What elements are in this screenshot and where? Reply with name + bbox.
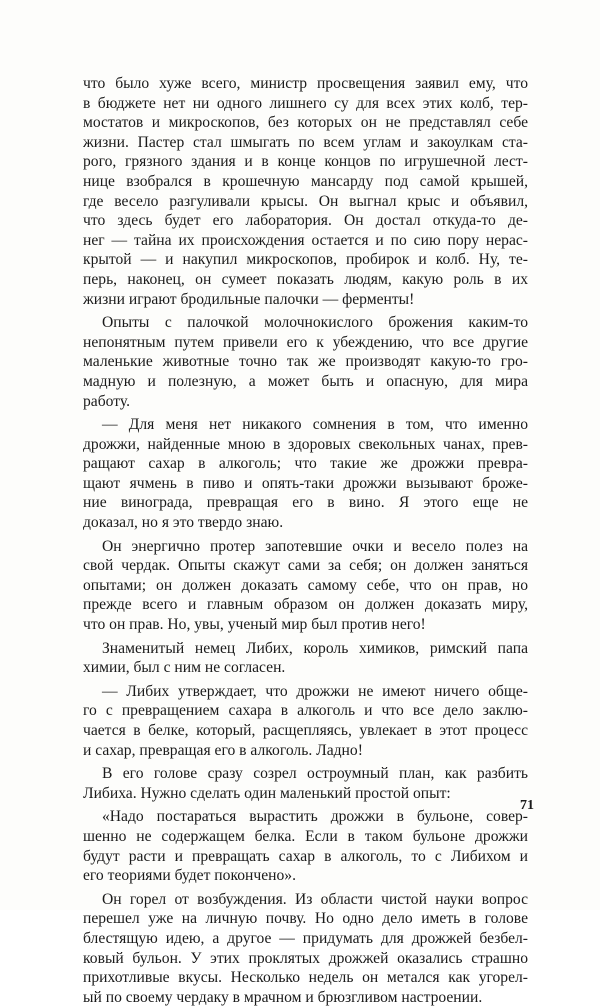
text-line: нег — тайна их происхождения остается и по сию пору нерас- — [83, 231, 528, 249]
paragraph — [83, 682, 528, 760]
text-line: крытой — и накупил микроскопов, пробирок и колб. Ну, те- — [83, 251, 528, 269]
text-line: Знаменитый немец Либих, король химиков, римский папа — [102, 639, 528, 657]
text-line: непонятным путем привели его к убеждению, что все другие — [83, 333, 528, 351]
paragraph — [83, 313, 528, 411]
text-line: прежде всего и главным образом он должен доказать миру, — [83, 596, 528, 614]
text-line: мостатов и микроскопов, без которых он не представлял себе — [83, 114, 528, 132]
text-line: маленькие животные точно так же производят какую-то гро- — [83, 353, 528, 371]
text-line: где весело разгуливали крысы. Он выгнал крыс и объявил, — [83, 192, 528, 210]
text-line: блестящую идею, а другое — придумать для дрожжей безбел- — [83, 929, 528, 947]
text-line: работу. — [83, 392, 130, 410]
paragraph — [83, 807, 528, 885]
text-line: перь, наконец, он сумеет показать людям, какую роль в их — [83, 270, 528, 288]
text-line: ние винограда, превращая его в вино. Я этого еще не — [83, 494, 528, 512]
text-line: «Надо постараться вырастить дрожжи в бульоне, совер- — [102, 808, 528, 826]
paragraph — [83, 74, 528, 309]
text-line: В его голове сразу созрел остроумный план, как разбить — [102, 765, 528, 783]
text-line: чается в белке, который, расщепляясь, увлекает в этот процесс — [83, 722, 528, 739]
paragraph — [83, 639, 528, 678]
text-line: Он горел от возбуждения. Из области чистой науки вопрос — [102, 890, 528, 908]
text-line: шенно не содержащем белка. Если в таком бульоне дрожжи — [83, 827, 528, 845]
text-line: ращают сахар в алкоголь; что такие же дрожжи превра- — [83, 455, 528, 473]
paragraph — [83, 537, 528, 635]
text-line: — Либих утверждает, что дрожжи не имеют ничего обще- — [102, 682, 528, 700]
text-line: химии, был с ним не согласен. — [83, 659, 286, 677]
text-line: — Для меня нет никакого сомнения в том, что именно — [102, 416, 528, 434]
text-line: ый по своему чердаку в мрачном и брюзгливом настроении. — [83, 988, 483, 1006]
text-line: нице взобрался в крошечную мансарду под самой крышей, — [83, 172, 528, 190]
text-line: жизни играют бродильные палочки — ферменты! — [83, 290, 415, 308]
text-line: рого, грязного здания и в конце концов по игрушечной лест- — [83, 153, 528, 171]
text-line: доказал, но я это твердо знаю. — [83, 514, 284, 532]
text-line: что было хуже всего, министр просвещения заявил ему, что — [83, 75, 528, 92]
text-line: перешел уже на личную почву. Но одно дело иметь в голове — [83, 910, 528, 928]
text-line: жизни. Пастер стал шмыгать по всем углам и закоулкам ста- — [83, 133, 528, 151]
text-line: будут расти и превращать сахар в алкоголь, то с Либихом и — [83, 847, 528, 865]
text-line: что здесь будет его лаборатория. Он достал откуда-то де- — [83, 212, 528, 230]
text-line: и сахар, превращая его в алкоголь. Ладно! — [83, 741, 363, 759]
text-line: опытами; он должен доказать самому себе, что он прав, но — [83, 576, 528, 594]
paragraph — [83, 764, 528, 803]
text-line: ковый бульон. У этих проклятых дрожжей оказались страшно — [83, 949, 528, 967]
text-line: Либиха. Нужно сделать один маленький простой опыт: — [83, 784, 451, 802]
paragraph — [83, 890, 528, 1007]
text-line: в бюджете нет ни одного лишнего су для всех этих колб, тер- — [83, 94, 528, 112]
text-line: прихотливые вкусы. Несколько недель он метался как угорел- — [83, 969, 528, 987]
text-line: щают ячмень в пиво и опять-таки дрожжи вызывают броже- — [83, 474, 528, 492]
text-line: Он энергично протер запотевшие очки и весело полез на — [102, 537, 528, 555]
page-number: 71 — [520, 798, 534, 813]
text-line: дрожжи, найденные мною в здоровых свекольных чанах, прев- — [83, 435, 528, 453]
text-line: мадную и полезную, а может быть и опасную, для мира — [83, 372, 528, 390]
text-line: свой чердак. Опыты скажут сами за себя; он должен заняться — [83, 557, 528, 575]
body-text — [83, 74, 528, 1007]
text-line: Опыты с палочкой молочнокислого брожения каким-то — [102, 314, 528, 332]
text-line: что он прав. Но, увы, ученый мир был против него! — [83, 616, 426, 634]
text-line: его теориями будет покончено». — [83, 867, 296, 885]
paragraph — [83, 415, 528, 533]
text-line: го с превращением сахара в алкоголь и что все дело заклю- — [83, 702, 528, 720]
